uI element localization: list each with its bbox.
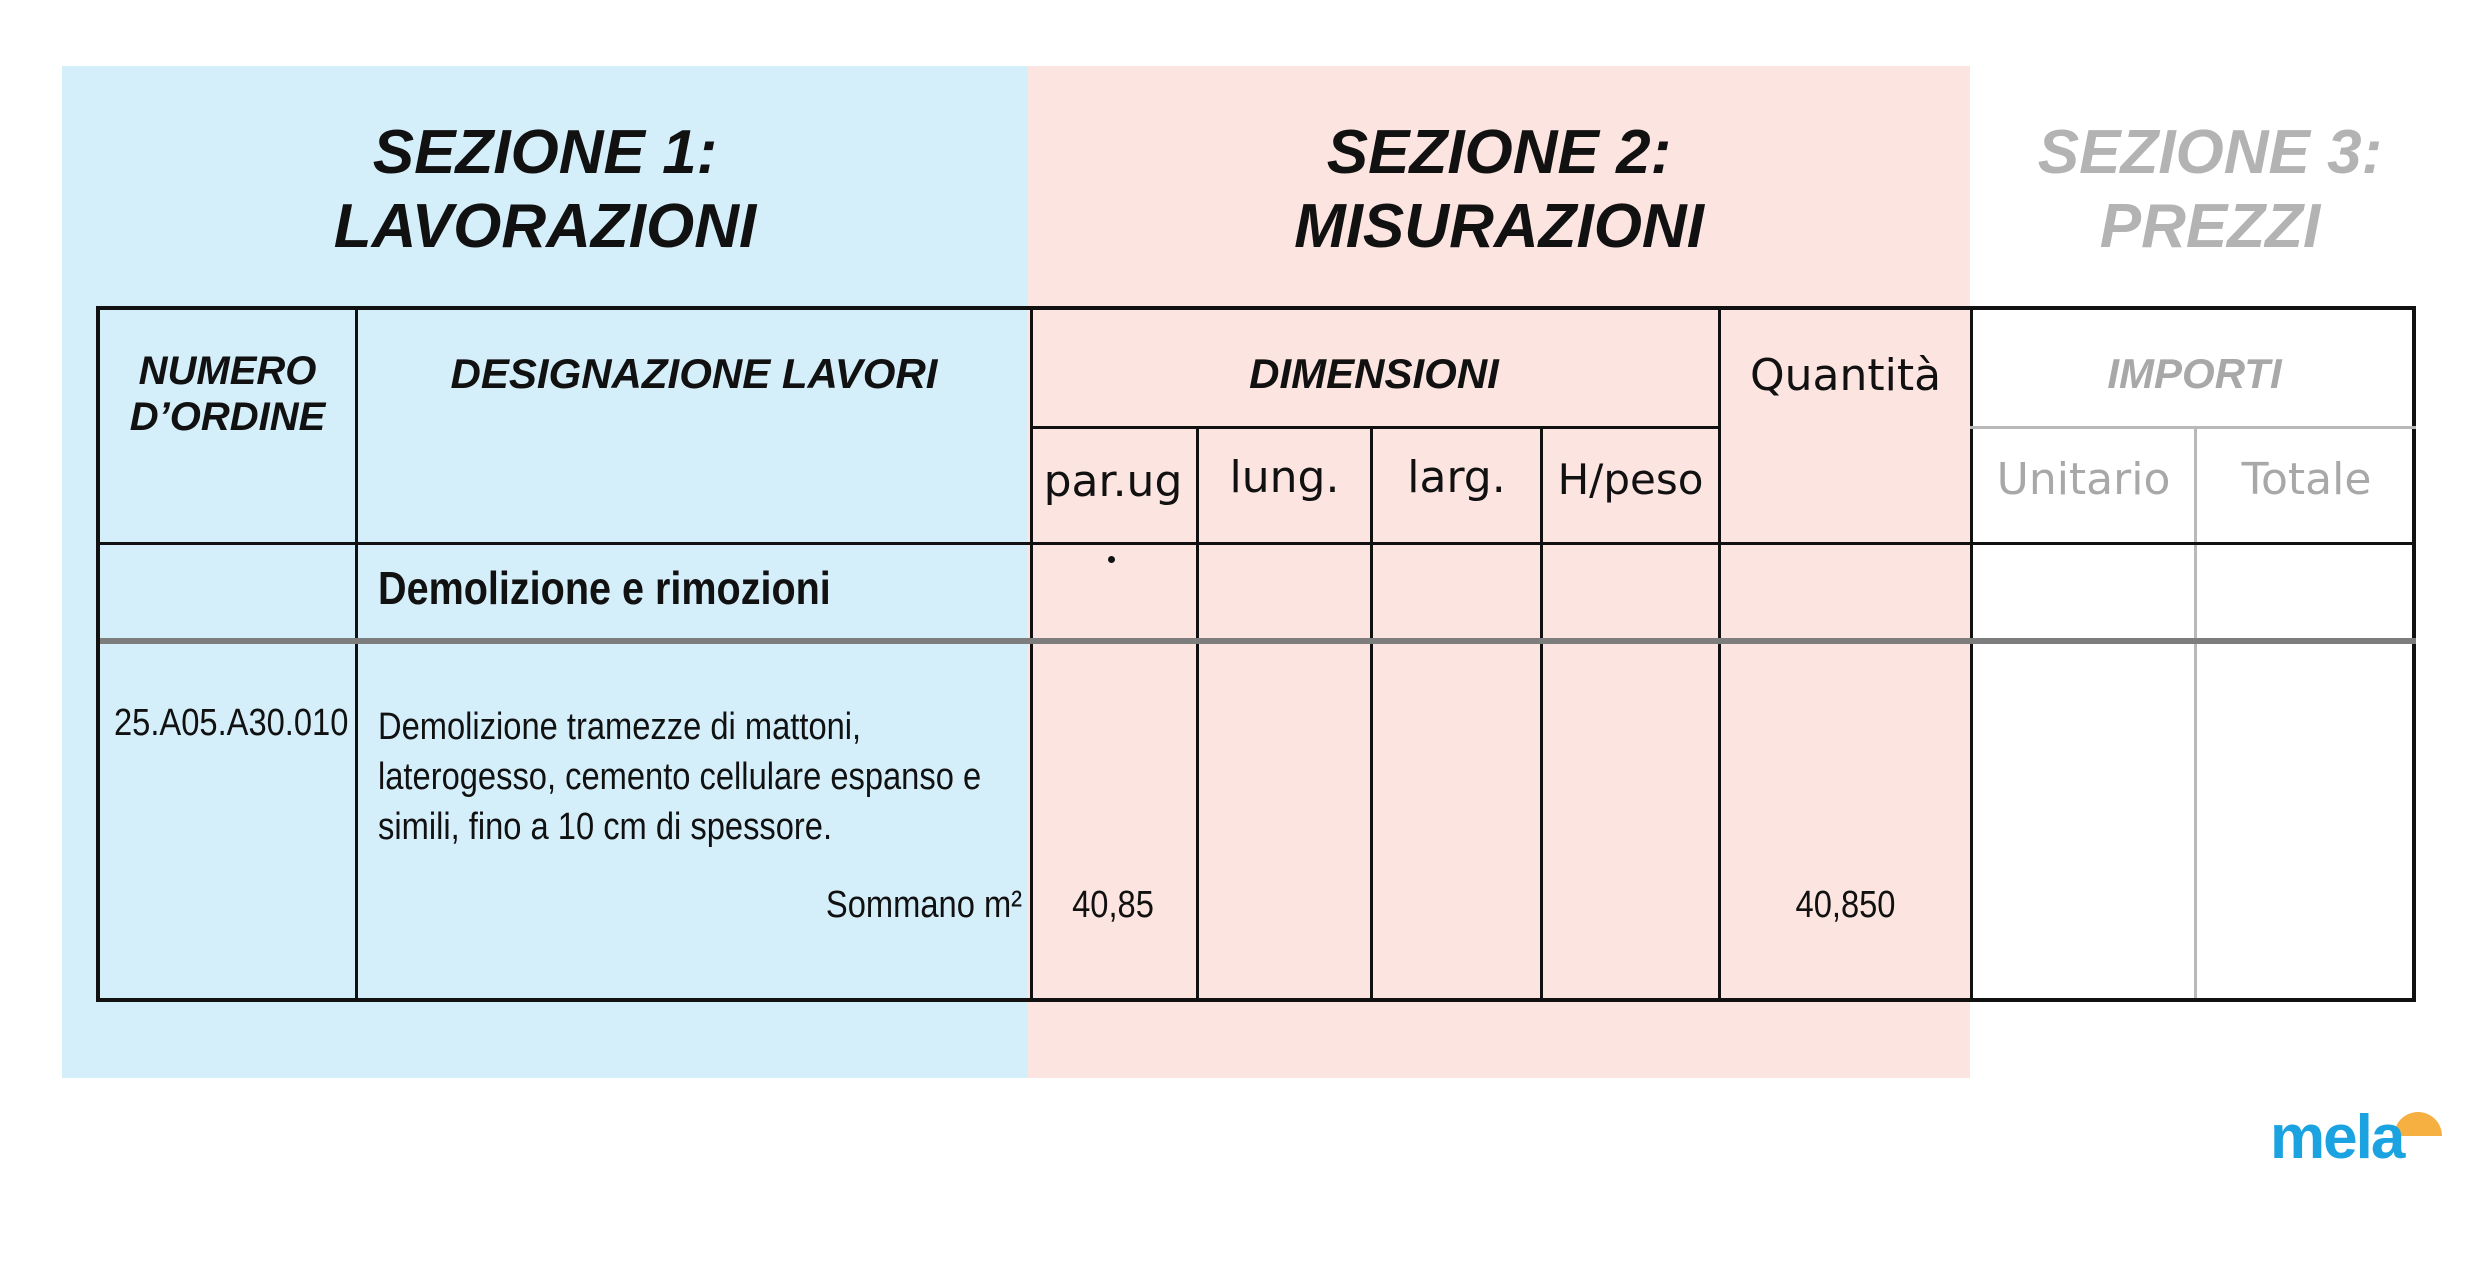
header-dimensioni: DIMENSIONI [1249,350,1499,397]
header-hpeso: H/peso [1557,455,1704,504]
item-parug-value: 40,85 [1072,884,1154,926]
section-3-title [1970,116,2450,264]
header-quantita: Quantità [1749,350,1942,401]
col-divider-numero [355,310,358,998]
section-1-title-line2: LAVORAZIONI [333,192,757,261]
item-summary-label: Sommano m² [825,884,1022,926]
item-description [378,702,981,852]
item-code: 25.A05.A30.010 [114,702,349,744]
col-divider-hpeso [1718,310,1721,998]
header-totale: Totale [2241,454,2372,505]
category-separator [100,638,2416,644]
section-1-title [62,116,1028,264]
section-2-title [1028,116,1970,264]
item-description-line2: laterogesso, cemento cellulare espanso e [378,756,982,798]
mela-logo-icon [2270,1090,2450,1180]
col-divider-designazione [1030,310,1033,998]
header-larg: larg. [1407,452,1506,503]
col-divider-quantita [1970,310,1973,998]
col-divider-unitario [2194,427,2197,998]
header-designazione-lavori: DESIGNAZIONE LAVORI [450,350,938,397]
logo-text: mela [2270,1103,2404,1172]
header-lung: lung. [1229,452,1340,503]
mela-logo [2270,1090,2450,1180]
category-label: Demolizione e rimozioni [378,562,831,614]
importi-underline [1970,426,2416,429]
section-3-title-line2: PREZZI [2099,192,2321,261]
stray-dot [1108,556,1115,563]
section-3-title-line1: SEZIONE 3: [2037,118,2383,187]
item-quantita-value: 40,850 [1795,884,1896,926]
header-bottom-line [100,542,2416,545]
section-2-title-line1: SEZIONE 2: [1326,118,1672,187]
item-description-line3: simili, fino a 10 cm di spessore. [378,806,833,848]
col-divider-larg [1540,427,1543,998]
col-divider-parug [1196,427,1199,998]
section-2-title-line2: MISURAZIONI [1294,192,1704,261]
header-numero-line1: NUMERO [138,349,317,393]
header-unitario: Unitario [1996,454,2171,505]
header-numero-line2: D’ORDINE [129,395,326,439]
col-divider-lung [1370,427,1373,998]
item-description-line1: Demolizione tramezze di mattoni, [378,706,862,748]
header-importi: IMPORTI [2107,350,2282,397]
computo-table [96,306,2416,1002]
section-1-title-line1: SEZIONE 1: [372,118,718,187]
header-numero-ordine [100,348,355,440]
dimensioni-underline [1030,426,1718,429]
header-parug: par.ug [1043,456,1183,507]
